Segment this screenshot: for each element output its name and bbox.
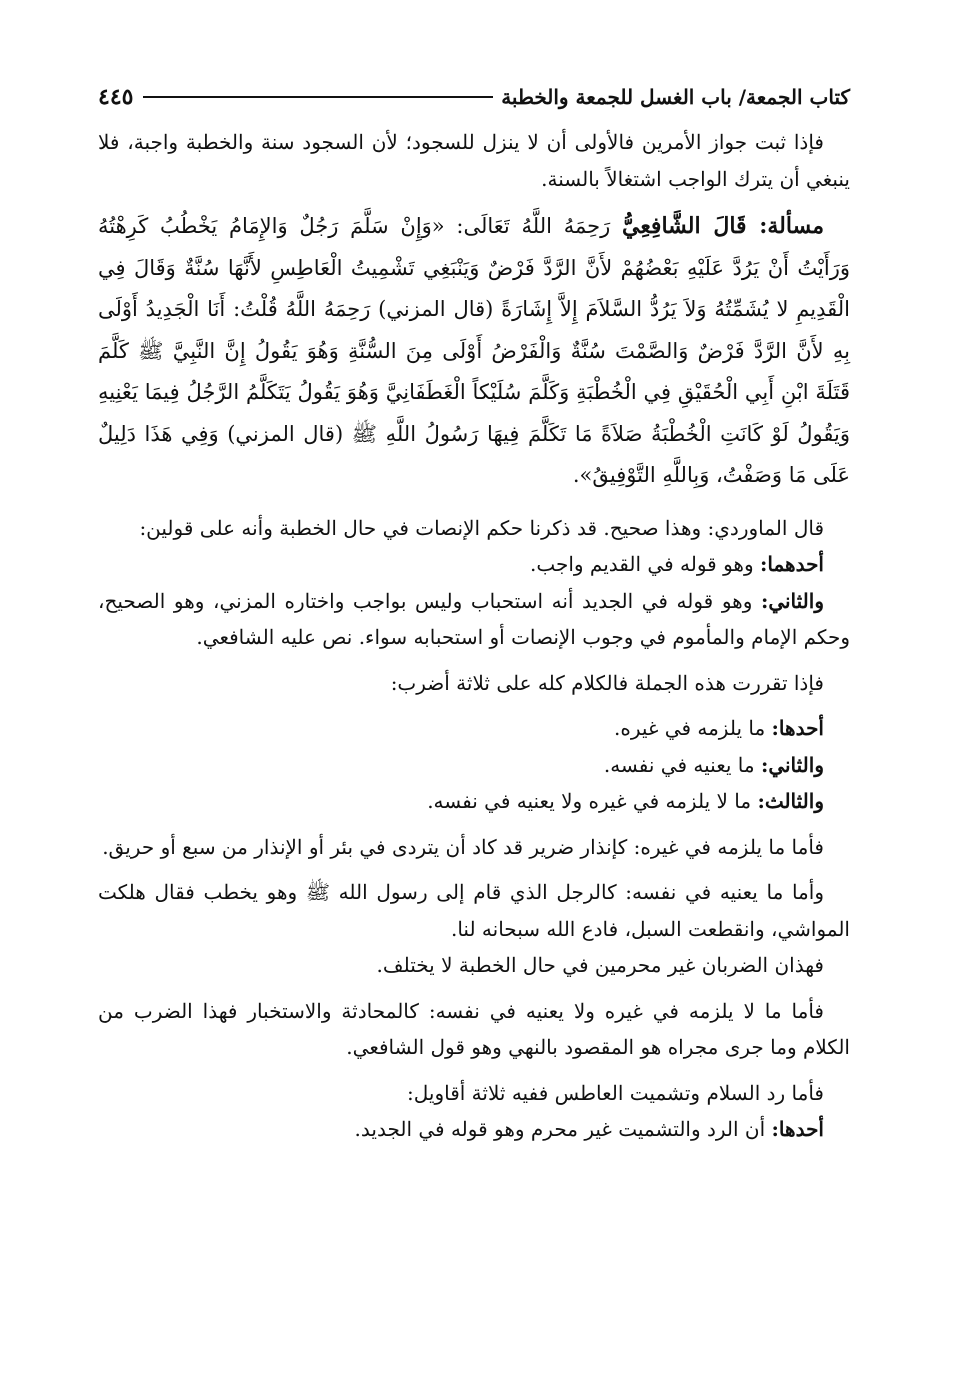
book-page [98, 78, 850, 1148]
masala-label: مسألة: قَالَ الشَّافِعِيُّ [621, 213, 825, 239]
masala-paragraph [98, 206, 850, 497]
chapter-title: كتاب الجمعة/ باب الغسل للجمعة والخطبة [501, 85, 850, 109]
opinion-first-text: أن الرد والتشميت غير محرم وهو قوله في الجديد. [354, 1117, 772, 1141]
paragraph-third-kind-explained: فأما ما لا يلزمه في غيره ولا يعنيه في نفسه: كالمحادثة والاستخبار فهذا الضرب من الكلام وما جرى مجراه هو المقصود بالنهي وهو قول الشافعي. [98, 998, 850, 1059]
qawl-first-text: وهو قوله في القديم واجب. [530, 552, 760, 576]
qawl-second-text: وهو قوله في الجديد أنه استحباب وليس بواجب واختاره المزني، وهو الصحيح، وحكم الإمام والمأموم في وجوب الإنصات أو استحبابه سواء. نص عليه الشافعي. [98, 588, 850, 649]
paragraph-sujud: فإذا ثبت جواز الأمرين فالأولى أن لا ينزل للسجود؛ لأن السجود سنة والخطبة واجبة، فلا ينبغي أن يترك الواجب اشتغالاً بالسنة. [98, 130, 850, 191]
kind-first [98, 710, 850, 747]
paragraph-mawardi: قال الماوردي: وهذا صحيح. قد ذكرنا حكم الإنصات في حال الخطبة وأنه على قولين: [139, 515, 824, 540]
opinion-first-label: أحدها: [771, 1117, 824, 1141]
paragraph-first-kind-explained: فأما ما يلزمه في غيره: كإنذار ضرير قد كاد أن يتردى في بئر أو الإنذار من سبع أو حريق. [102, 834, 824, 859]
qawl-first-label: أحدهما: [759, 552, 824, 576]
kind-second-text: ما يعنيه في نفسه. [603, 752, 761, 777]
header-rule [143, 96, 493, 98]
masala-text: رَحِمَهُ اللَّهُ تَعَالَى: «وَإِنْ سَلَّمَ رَجُلٌ وَالإِمَامُ يَخْطُبُ كَرِهْتُهُ وَرَأَيْتُ أَنْ يَرُدَّ عَلَيْهِ بَعْضُهُمْ لأَنَّ الرَّدَّ فَرْضٌ وَيَنْبَغِي تَشْمِيتُ الْعَاطِسِ لأَنَّهَا سُنَّةٌ وَقَالَ فِي الْقَدِيمِ لا يُشَمِّتُهُ وَلاَ يَرُدُّ السَّلاَمَ إِلاَّ إِشَارَةً (قال المزني) رَحِمَهُ اللَّهُ قُلْتُ: أَنَا الْجَدِيدُ أَوْلَى بِهِ لأَنَّ الرَّدَّ فَرْضٌ وَالصَّمْتَ سُنَّةٌ وَالْفَرْضُ أَوْلَى مِنَ السُّنَّةِ وَهُوَ يَقُولُ إِنَّ النَّبِيَّ ﷺ كَلَّمَ قَتَلَةَ ابْنِ أَبِي الْحُقَيْقِ فِي الْخُطْبَةِ وَكَلَّمَ سُلَيْكاً الْغَطَفَانِيَّ وَهُوَ يَقُولُ يَتَكَلَّمُ الرَّجُلُ فِيمَا يَعْنِيهِ وَيَقُولُ لَوْ كَانَتِ الْخُطْبَةُ صَلاَةً مَا تَكَلَّمَ فِيهَا رَسُولُ اللَّهِ ﷺ (قال المزني) وَفِي هَذَا دَلِيلٌ عَلَى مَا وَصَفْتُ، وَبِاللَّهِ التَّوْفِيقُ». [98, 214, 850, 487]
qawl-second [98, 583, 850, 656]
page-number: ٤٤٥ [98, 84, 134, 110]
kind-second [98, 747, 850, 784]
opinion-first [98, 1111, 850, 1148]
qawl-second-label: والثاني: [760, 588, 824, 613]
running-header [98, 78, 850, 116]
paragraph-three-kinds: فإذا تقررت هذه الجملة فالكلام كله على ثلاثة أضرب: [390, 670, 824, 695]
kind-first-label: أحدها: [771, 716, 824, 740]
paragraph-returning-greeting: فأما رد السلام وتشميت العاطس ففيه ثلاثة أقاويل: [407, 1080, 824, 1105]
kind-third [98, 783, 850, 820]
qawl-first [98, 546, 850, 583]
kind-third-text: ما لا يلزمه في غيره ولا يعنيه في نفسه. [427, 789, 758, 813]
kind-third-label: والثالث: [757, 789, 824, 813]
paragraph-second-kind-explained: وأما ما يعنيه في نفسه: كالرجل الذي قام إلى رسول الله ﷺ وهو يخطب فقال هلكت المواشي، وانقطعت السبل، فادع الله سبحانه لنا. [98, 880, 850, 941]
kind-first-text: ما يلزمه في غيره. [614, 716, 772, 740]
kind-second-label: والثاني: [760, 752, 824, 777]
paragraph-two-kinds-permitted: فهذان الضربان غير محرمين في حال الخطبة لا يختلف. [376, 953, 824, 977]
